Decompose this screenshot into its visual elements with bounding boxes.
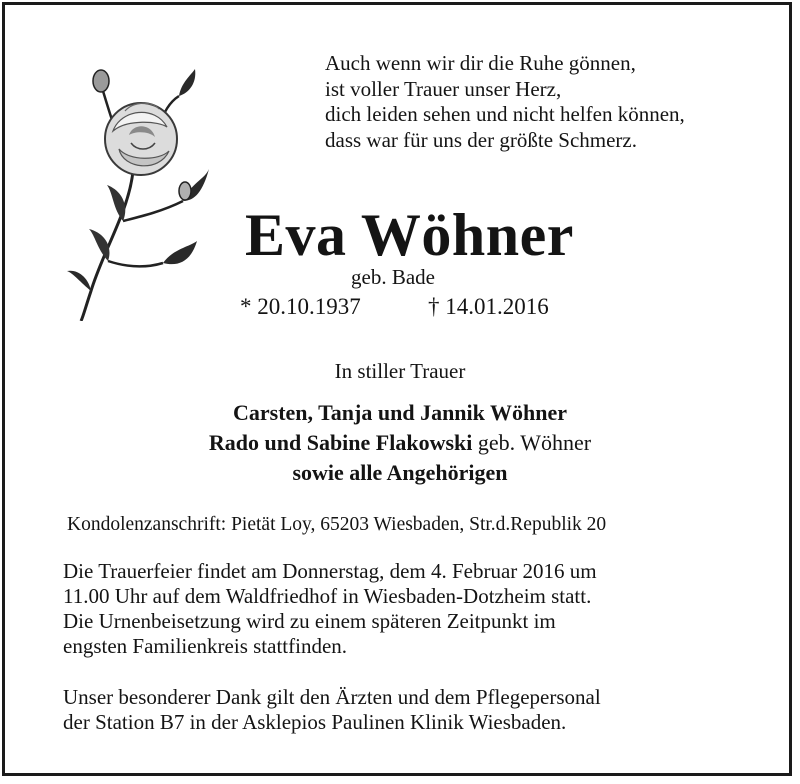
maiden-name: geb. Bade xyxy=(351,265,435,289)
death-date: † 14.01.2016 xyxy=(428,294,549,319)
rose-icon xyxy=(63,51,213,321)
funeral-line: 11.00 Uhr auf dem Waldfriedhof in Wiesbaden-Dotzheim statt. xyxy=(63,584,592,608)
thanks-notice xyxy=(63,685,601,735)
poem-line: dich leiden sehen und nicht helfen können, xyxy=(325,102,685,126)
deceased-name: Eva Wöhner xyxy=(245,202,574,268)
funeral-line: engsten Familienkreis stattfinden. xyxy=(63,634,348,658)
mourner-line xyxy=(5,429,795,457)
funeral-line: Die Urnenbeisetzung wird zu einem späteren Zeitpunkt im xyxy=(63,609,556,633)
thanks-line: Unser besonderer Dank gilt den Ärzten und dem Pflegepersonal xyxy=(63,685,601,709)
poem-line: ist voller Trauer unser Herz, xyxy=(325,76,562,101)
poem xyxy=(325,51,685,153)
mourning-intro: In stiller Trauer xyxy=(334,359,466,383)
thanks-line: der Station B7 in der Asklepios Paulinen Klinik Wiesbaden. xyxy=(63,710,567,734)
mourner-line: Carsten, Tanja und Jannik Wöhner xyxy=(233,400,567,425)
poem-line: Auch wenn wir dir die Ruhe gönnen, xyxy=(325,51,636,75)
condolence-address: Kondolenzanschrift: Pietät Loy, 65203 Wiesbaden, Str.d.Republik 20 xyxy=(67,514,607,535)
mourner-maiden: geb. Wöhner xyxy=(472,430,592,455)
funeral-notice xyxy=(63,559,597,659)
birth-date: * 20.10.1937 xyxy=(240,294,361,319)
mourner-line: sowie alle Angehörigen xyxy=(292,460,508,485)
mourner-names: Rado und Sabine Flakowski xyxy=(208,430,473,455)
obituary-card xyxy=(2,2,792,776)
poem-line: dass war für uns der größte Schmerz. xyxy=(325,127,637,152)
funeral-line: Die Trauerfeier findet am Donnerstag, dem 4. Februar 2016 um xyxy=(63,559,597,583)
